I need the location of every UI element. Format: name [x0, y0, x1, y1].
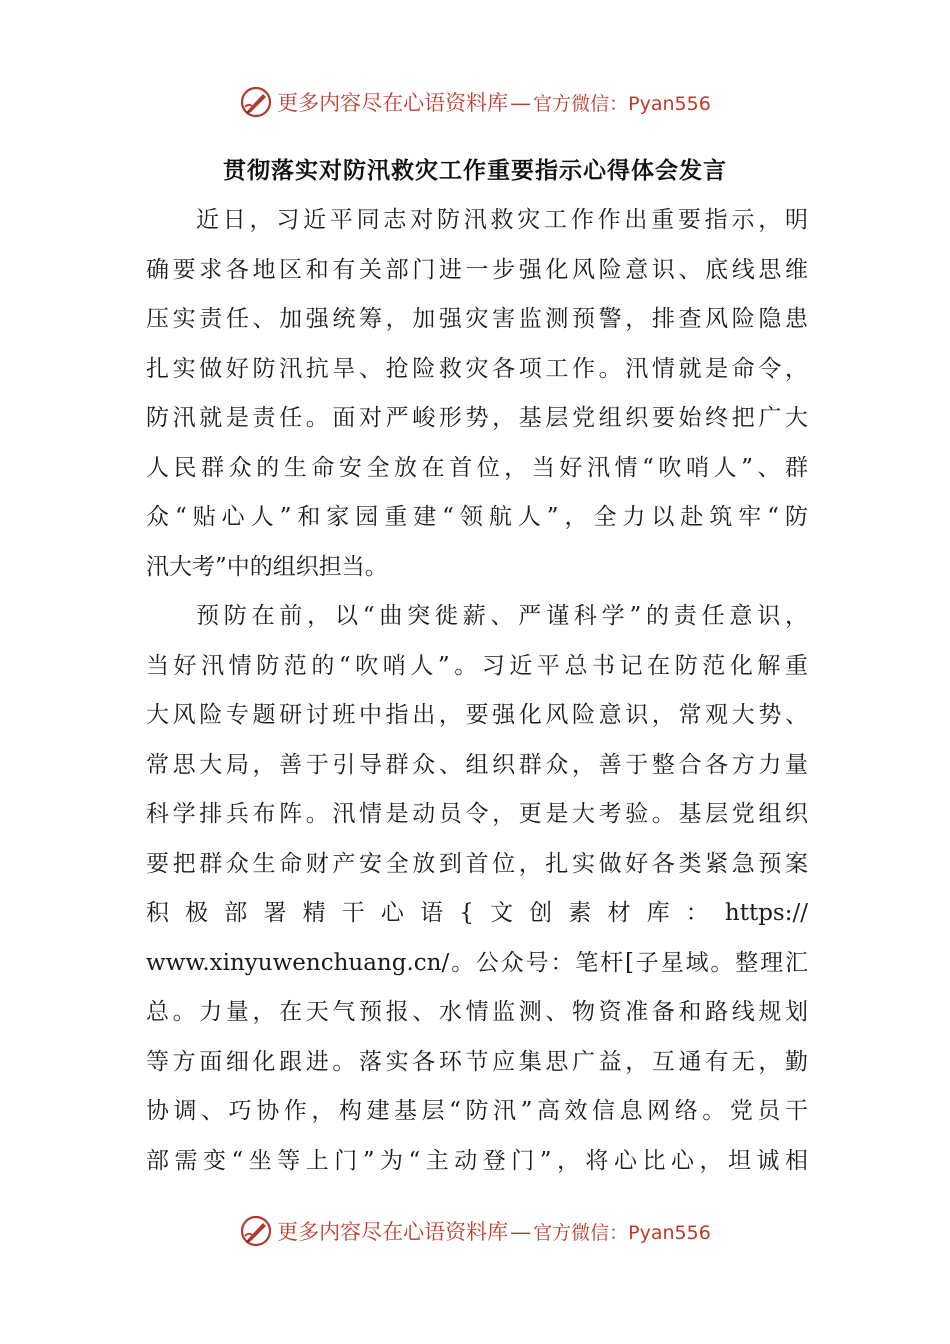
footer-banner — [0, 1209, 950, 1253]
text-line: www.xinyuwenchuang.cn/。公众号：笔杆[子星域。整理汇 — [146, 949, 808, 976]
text-line: 等方面细化跟进。落实各环节应集思广益，互通有无，勤 — [146, 1048, 808, 1075]
text-line: 部需变“坐等上门”为“主动登门”，将心比心，坦诚相 — [146, 1147, 808, 1174]
text-line: 科学排兵布阵。汛情是动员令，更是大考验。基层党组织 — [146, 801, 808, 827]
text-line: 预防在前，以“曲突徙薪、严谨科学”的责任意识， — [196, 603, 808, 629]
text-line: 要把群众生命财产安全放到首位，扎实做好各类紧急预案 — [146, 850, 808, 877]
footer-banner-text: 更多内容尽在心语资料库— 官方微信：Pyan556 — [277, 1220, 711, 1244]
text-line: 积极部署精干心语{文创素材库：https:// — [146, 900, 808, 926]
pen-logo-icon — [239, 85, 273, 119]
document-body — [146, 196, 808, 1186]
text-line: 大风险专题研讨班中指出，要强化风险意识，常观大势、 — [146, 702, 808, 728]
text-line: 确要求各地区和有关部门进一步强化风险意识、底线思维 — [146, 256, 808, 283]
text-line: 当好汛情防范的“吹哨人”。习近平总书记在防范化解重 — [146, 652, 808, 679]
document-title: 贯彻落实对防汛救灾工作重要指示心得体会发言 — [223, 158, 727, 184]
text-line: 常思大局，善于引导群众、组织群众，善于整合各方力量 — [146, 751, 808, 778]
text-line: 防汛就是责任。面对严峻形势，基层党组织要始终把广大 — [146, 405, 808, 431]
text-line: 众“贴心人”和家园重建“领航人”，全力以赴筑牢“防 — [146, 504, 808, 530]
text-line: 人民群众的生命安全放在首位，当好汛情“吹哨人”、群 — [146, 454, 808, 481]
text-line: 近日，习近平同志对防汛救灾工作作出重要指示，明 — [196, 207, 808, 233]
text-line: 总。力量，在天气预报、水情监测、物资准备和路线规划 — [146, 999, 808, 1025]
header-banner-text: 更多内容尽在心语资料库— 官方微信：Pyan556 — [277, 91, 711, 115]
text-line: 扎实做好防汛抗旱、抢险救灾各项工作。汛情就是命令， — [146, 355, 808, 382]
text-line: 汛大考”中的组织担当。 — [146, 553, 388, 580]
text-line: 压实责任、加强统筹，加强灾害监测预警，排查风险隐患 — [146, 306, 808, 332]
pen-logo-icon — [239, 1214, 273, 1248]
text-line: 协调、巧协作，构建基层“防汛”高效信息网络。党员干 — [146, 1098, 808, 1124]
header-banner — [0, 80, 950, 124]
